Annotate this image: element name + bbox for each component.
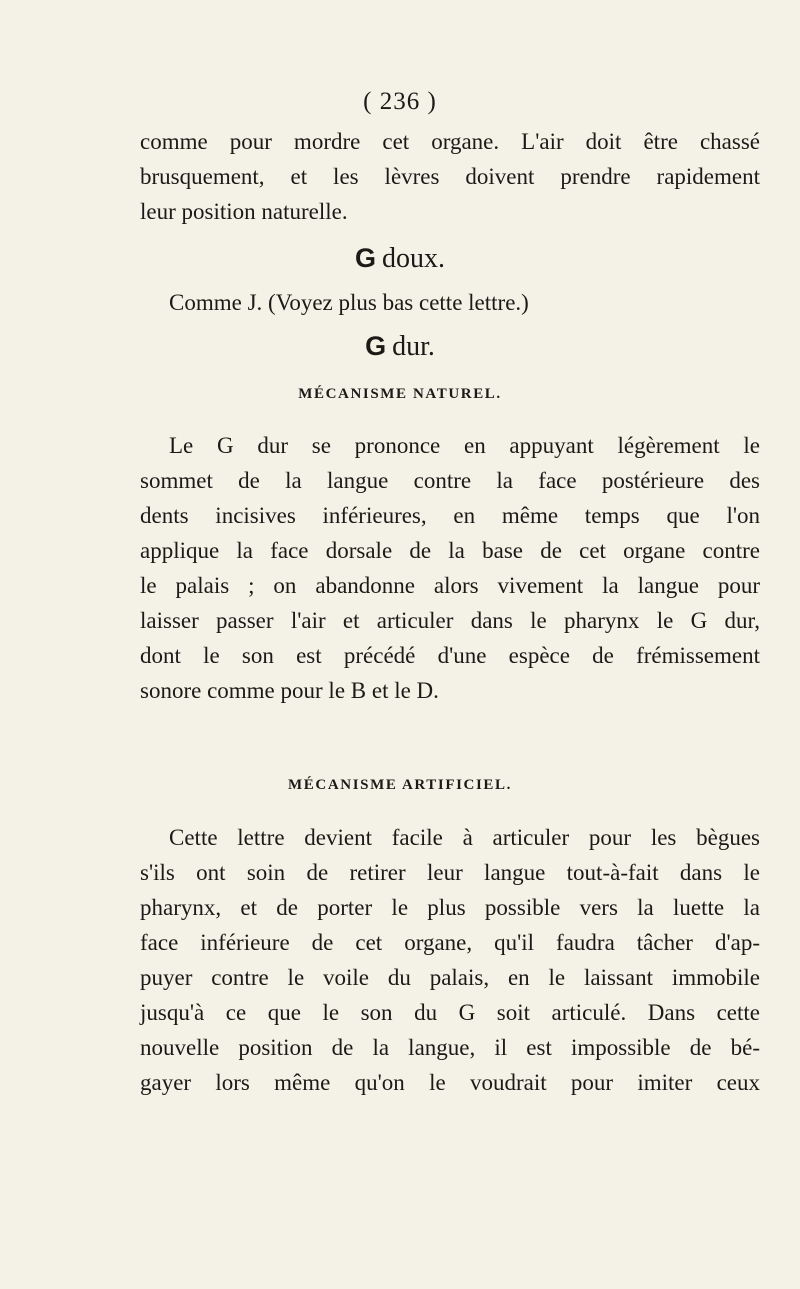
text-line: puyer contre le voile du palais, en le laissant immobile: [140, 965, 760, 990]
text-line: laisser passer l'air et articuler dans le pharynx le G dur,: [140, 608, 760, 633]
page-number: ( 236 ): [363, 88, 437, 115]
heading-letter: G: [354, 243, 376, 273]
text-line: Cette lettre devient facile à articuler pour les bègues: [169, 825, 760, 850]
mecanisme-naturel-paragraph: [140, 428, 760, 708]
text-line: pharynx, et de porter le plus possible vers la luette la: [140, 895, 760, 920]
text-line: sommet de la langue contre la face postérieure des: [140, 468, 760, 493]
text-line: dont le son est précédé d'une espèce de frémissement: [140, 643, 760, 668]
g-doux-paragraph: [140, 285, 760, 320]
mecanisme-artificiel-paragraph: [140, 820, 760, 1100]
heading-letter: G: [365, 331, 387, 361]
text-line: dents incisives inférieures, en même temps que l'on: [140, 503, 760, 528]
intro-paragraph: [140, 124, 760, 229]
text-line: comme pour mordre cet organe. L'air doit être chassé: [140, 129, 760, 154]
text-line: s'ils ont soin de retirer leur langue tout-à-fait dans le: [140, 860, 760, 885]
subheading-mecanisme-naturel: MÉCANISME NATUREL.: [298, 386, 502, 402]
heading-g-dur: [0, 331, 800, 363]
heading-g-doux: [0, 243, 800, 275]
heading-title: dur.: [392, 331, 435, 362]
text-line: Le G dur se prononce en appuyant légèrement le: [169, 433, 760, 458]
text-line: sonore comme pour le B et le D.: [140, 678, 439, 703]
text-line: applique la face dorsale de la base de cet organe contre: [140, 538, 760, 563]
text-line: nouvelle position de la langue, il est impossible de bé-: [140, 1035, 760, 1060]
text-line: gayer lors même qu'on le voudrait pour imiter ceux: [140, 1070, 760, 1095]
heading-title: doux.: [382, 243, 445, 274]
subheading-mecanisme-artificiel: MÉCANISME ARTIFICIEL.: [288, 777, 512, 793]
text-line: jusqu'à ce que le son du G soit articulé. Dans cette: [140, 1000, 760, 1025]
text-line: Comme J. (Voyez plus bas cette lettre.): [169, 290, 529, 315]
text-line: le palais ; on abandonne alors vivement la langue pour: [140, 573, 760, 598]
text-line: leur position naturelle.: [140, 199, 348, 224]
text-line: face inférieure de cet organe, qu'il faudra tâcher d'ap-: [140, 930, 760, 955]
text-line: brusquement, et les lèvres doivent prendre rapidement: [140, 164, 760, 189]
